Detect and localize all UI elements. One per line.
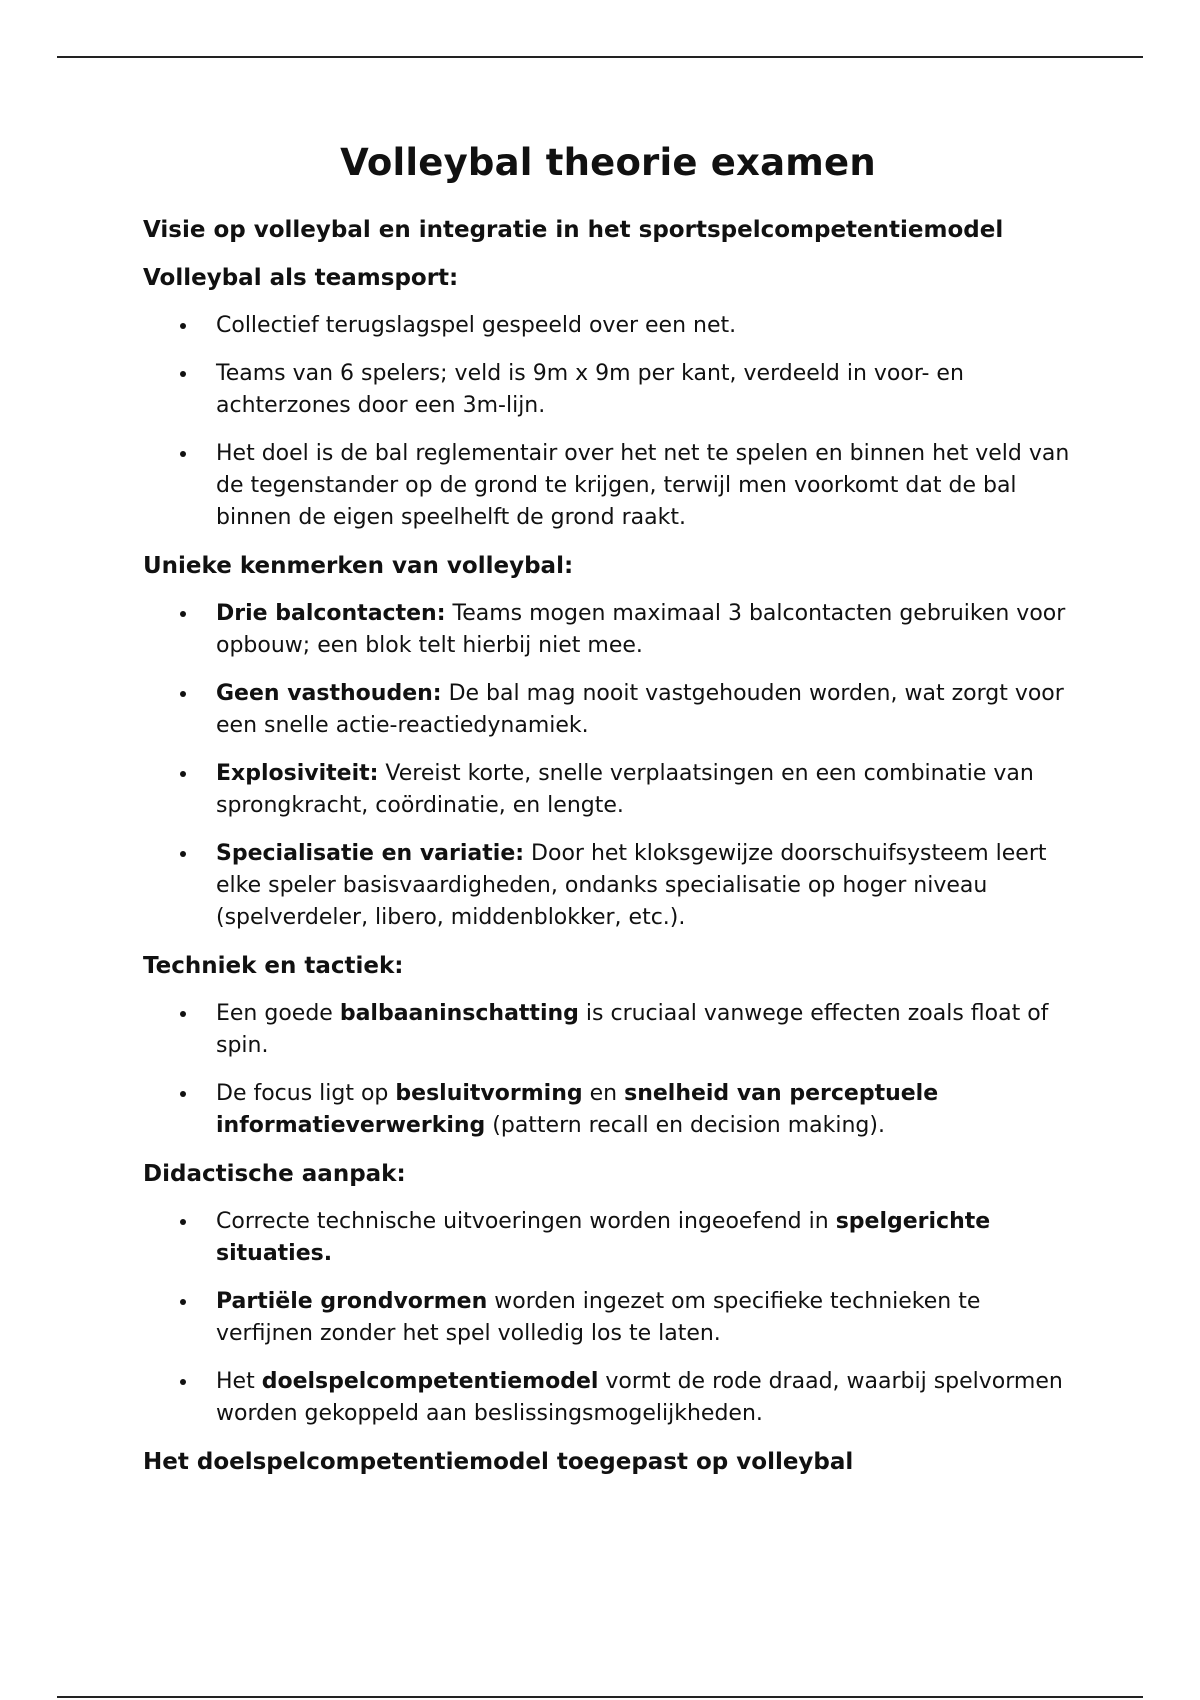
techniek-list xyxy=(143,998,1073,1142)
list-item xyxy=(143,1078,1073,1142)
didactisch-list xyxy=(143,1206,1073,1430)
item-text: en xyxy=(582,1081,625,1106)
item-text: vormt de rode draad, waarbij spelvormen worden gekoppeld aan beslissingsmogelijkheden. xyxy=(216,1369,1063,1426)
item-text: Teams van 6 spelers; veld is 9m x 9m per kant, verdeeld in voor- en achterzones door een 3m-lijn. xyxy=(216,361,964,418)
top-rule xyxy=(57,56,1143,58)
kenmerken-list xyxy=(143,598,1073,934)
bullet-icon xyxy=(180,451,186,457)
item-term: balbaaninschatting xyxy=(339,1001,579,1026)
section-heading-kenmerken: Unieke kenmerken van volleybal: xyxy=(143,553,574,579)
list-item xyxy=(143,438,1073,534)
item-term: besluitvorming xyxy=(395,1081,583,1106)
teamsport-list xyxy=(143,310,1073,534)
list-item xyxy=(143,678,1073,742)
item-text: worden ingezet om specifieke technieken te verfijnen zonder het spel volledig los te laten. xyxy=(216,1289,981,1346)
bullet-icon xyxy=(180,1011,186,1017)
list-item xyxy=(143,1286,1073,1350)
list-item xyxy=(143,1206,1073,1270)
section-heading-techniek: Techniek en tactiek: xyxy=(143,953,404,979)
closing-heading: Het doelspelcompetentiemodel toegepast op volleybal xyxy=(143,1449,854,1475)
item-term: Specialisatie en variatie: xyxy=(216,841,525,866)
list-item xyxy=(143,758,1073,822)
item-term: Geen vasthouden: xyxy=(216,681,442,706)
item-text: Door het kloksgewijze doorschuifsysteem leert elke speler basisvaardigheden, ondanks specialisatie op hoger niveau (spelverdeler, libero, middenblokker, etc.). xyxy=(216,841,1047,930)
item-term: Explosiviteit: xyxy=(216,761,379,786)
document-title: Volleybal theorie examen xyxy=(340,141,876,184)
bullet-icon xyxy=(180,611,186,617)
list-item xyxy=(143,310,1073,342)
bullet-icon xyxy=(180,1379,186,1385)
item-text: Correcte technische uitvoeringen worden ingeoefend in xyxy=(216,1209,836,1234)
bullet-icon xyxy=(180,1091,186,1097)
item-text: Vereist korte, snelle verplaatsingen en een combinatie van sprongkracht, coördinatie, en lengte. xyxy=(216,761,1034,818)
item-text: Een goede xyxy=(216,1001,340,1026)
item-term: spelgerichte situaties. xyxy=(216,1209,991,1266)
bullet-icon xyxy=(180,371,186,377)
item-text: De bal mag nooit vastgehouden worden, wat zorgt voor een snelle actie-reactiedynamiek. xyxy=(216,681,1064,738)
item-term: snelheid van perceptuele informatieverwerking xyxy=(216,1081,939,1138)
vision-heading: Visie op volleybal en integratie in het sportspelcompetentiemodel xyxy=(143,217,1004,243)
list-item xyxy=(143,598,1073,662)
item-term: Partiële grondvormen xyxy=(216,1289,488,1314)
item-text: (pattern recall en decision making). xyxy=(485,1113,885,1138)
page-content xyxy=(143,138,1073,1478)
section-heading-didactisch: Didactische aanpak: xyxy=(143,1161,406,1187)
item-text: Teams mogen maximaal 3 balcontacten gebruiken voor opbouw; een blok telt hierbij niet mee. xyxy=(216,601,1066,658)
bullet-icon xyxy=(180,851,186,857)
item-text: Het xyxy=(216,1369,262,1394)
list-item xyxy=(143,838,1073,934)
item-term: Drie balcontacten: xyxy=(216,601,446,626)
item-text: Het doel is de bal reglementair over het net te spelen en binnen het veld van de tegenstander op de grond te krijgen, terwijl men voorkomt dat de bal binnen de eigen speelhelft de grond raakt. xyxy=(216,441,1070,530)
bullet-icon xyxy=(180,1299,186,1305)
bottom-rule xyxy=(57,1696,1143,1698)
bullet-icon xyxy=(180,691,186,697)
item-text: Collectief terugslagspel gespeeld over een net. xyxy=(216,313,737,338)
bullet-icon xyxy=(180,771,186,777)
item-text: De focus ligt op xyxy=(216,1081,396,1106)
bullet-icon xyxy=(180,1219,186,1225)
list-item xyxy=(143,998,1073,1062)
item-term: doelspelcompetentiemodel xyxy=(261,1369,599,1394)
section-heading-teamsport: Volleybal als teamsport: xyxy=(143,265,459,291)
list-item xyxy=(143,1366,1073,1430)
list-item xyxy=(143,358,1073,422)
bullet-icon xyxy=(180,323,186,329)
item-text: is cruciaal vanwege effecten zoals float of spin. xyxy=(216,1001,1049,1058)
